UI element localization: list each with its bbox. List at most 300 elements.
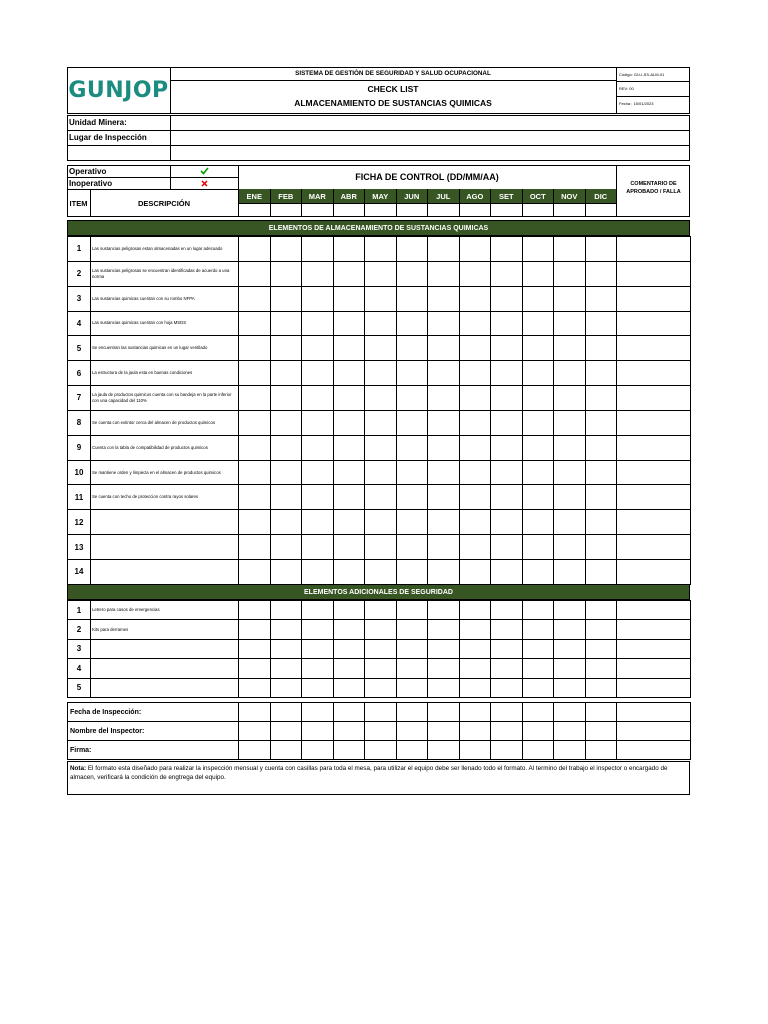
month-check-cell[interactable] — [428, 559, 460, 584]
month-check-cell[interactable] — [522, 261, 554, 286]
month-check-cell[interactable] — [554, 559, 586, 584]
month-check-cell[interactable] — [428, 659, 460, 678]
month-check-cell[interactable] — [396, 286, 428, 311]
month-check-cell[interactable] — [333, 639, 365, 658]
month-check-cell[interactable] — [270, 261, 302, 286]
month-check-cell[interactable] — [491, 659, 523, 678]
month-check-cell[interactable] — [459, 485, 491, 510]
fecha-cell[interactable] — [459, 703, 491, 722]
month-check-cell[interactable] — [459, 261, 491, 286]
comment-cell[interactable] — [617, 639, 691, 658]
comment-cell[interactable] — [617, 678, 691, 697]
month-check-cell[interactable] — [491, 460, 523, 485]
month-check-cell[interactable] — [270, 535, 302, 560]
month-check-cell[interactable] — [270, 460, 302, 485]
month-check-cell[interactable] — [585, 620, 617, 639]
month-check-cell[interactable] — [365, 261, 397, 286]
comment-cell[interactable] — [617, 460, 691, 485]
month-check-cell[interactable] — [302, 601, 334, 620]
month-check-cell[interactable] — [491, 361, 523, 386]
month-check-cell[interactable] — [459, 237, 491, 262]
month-check-cell[interactable] — [333, 485, 365, 510]
month-check-cell[interactable] — [396, 559, 428, 584]
month-check-cell[interactable] — [365, 639, 397, 658]
nombre-cell[interactable] — [396, 722, 428, 741]
month-check-cell[interactable] — [585, 336, 617, 361]
month-check-cell[interactable] — [239, 361, 271, 386]
month-check-cell[interactable] — [396, 460, 428, 485]
month-check-cell[interactable] — [522, 237, 554, 262]
month-check-cell[interactable] — [491, 410, 523, 435]
month-check-cell[interactable] — [365, 601, 397, 620]
month-check-cell[interactable] — [270, 410, 302, 435]
comment-cell[interactable] — [617, 410, 691, 435]
firma-cell[interactable] — [428, 741, 460, 760]
month-check-cell[interactable] — [396, 311, 428, 336]
fecha-cell[interactable] — [239, 703, 271, 722]
month-check-cell[interactable] — [239, 659, 271, 678]
month-check-cell[interactable] — [585, 361, 617, 386]
firma-cell[interactable] — [617, 741, 691, 760]
month-check-cell[interactable] — [491, 559, 523, 584]
month-check-cell[interactable] — [585, 659, 617, 678]
month-check-cell[interactable] — [522, 510, 554, 535]
month-check-cell[interactable] — [491, 601, 523, 620]
month-check-cell[interactable] — [270, 286, 302, 311]
month-check-cell[interactable] — [333, 559, 365, 584]
month-check-cell[interactable] — [365, 361, 397, 386]
nombre-cell[interactable] — [270, 722, 302, 741]
month-check-cell[interactable] — [459, 659, 491, 678]
month-check-cell[interactable] — [459, 386, 491, 411]
month-check-cell[interactable] — [428, 639, 460, 658]
nombre-cell[interactable] — [554, 722, 586, 741]
month-check-cell[interactable] — [270, 361, 302, 386]
month-check-cell[interactable] — [239, 386, 271, 411]
month-check-cell[interactable] — [333, 620, 365, 639]
month-check-cell[interactable] — [302, 620, 334, 639]
fecha-cell[interactable] — [585, 703, 617, 722]
month-check-cell[interactable] — [239, 435, 271, 460]
comment-cell[interactable] — [617, 559, 691, 584]
fecha-cell[interactable] — [617, 703, 691, 722]
month-check-cell[interactable] — [459, 510, 491, 535]
month-check-cell[interactable] — [270, 386, 302, 411]
month-check-cell[interactable] — [585, 510, 617, 535]
month-check-cell[interactable] — [396, 678, 428, 697]
month-check-cell[interactable] — [302, 510, 334, 535]
month-check-cell[interactable] — [554, 336, 586, 361]
month-check-cell[interactable] — [522, 361, 554, 386]
month-check-cell[interactable] — [333, 659, 365, 678]
month-check-cell[interactable] — [365, 410, 397, 435]
month-check-cell[interactable] — [270, 435, 302, 460]
month-check-cell[interactable] — [585, 460, 617, 485]
month-check-cell[interactable] — [365, 460, 397, 485]
month-check-cell[interactable] — [428, 601, 460, 620]
month-check-cell[interactable] — [270, 678, 302, 697]
month-check-cell[interactable] — [396, 261, 428, 286]
month-date-cell[interactable] — [301, 203, 333, 217]
month-check-cell[interactable] — [522, 678, 554, 697]
month-check-cell[interactable] — [554, 620, 586, 639]
nombre-cell[interactable] — [459, 722, 491, 741]
nombre-cell[interactable] — [491, 722, 523, 741]
month-check-cell[interactable] — [585, 601, 617, 620]
month-check-cell[interactable] — [333, 237, 365, 262]
month-check-cell[interactable] — [302, 678, 334, 697]
month-check-cell[interactable] — [522, 286, 554, 311]
month-check-cell[interactable] — [239, 559, 271, 584]
month-check-cell[interactable] — [554, 639, 586, 658]
month-check-cell[interactable] — [428, 410, 460, 435]
unidad-minera-field[interactable] — [171, 116, 689, 130]
month-check-cell[interactable] — [428, 386, 460, 411]
month-check-cell[interactable] — [239, 261, 271, 286]
firma-cell[interactable] — [585, 741, 617, 760]
month-check-cell[interactable] — [585, 435, 617, 460]
month-check-cell[interactable] — [365, 620, 397, 639]
month-check-cell[interactable] — [302, 460, 334, 485]
fecha-cell[interactable] — [522, 703, 554, 722]
month-check-cell[interactable] — [428, 336, 460, 361]
month-check-cell[interactable] — [396, 535, 428, 560]
month-check-cell[interactable] — [396, 510, 428, 535]
month-check-cell[interactable] — [239, 510, 271, 535]
comment-cell[interactable] — [617, 535, 691, 560]
comment-cell[interactable] — [617, 435, 691, 460]
month-check-cell[interactable] — [396, 659, 428, 678]
month-check-cell[interactable] — [270, 559, 302, 584]
month-check-cell[interactable] — [585, 410, 617, 435]
month-check-cell[interactable] — [459, 311, 491, 336]
month-check-cell[interactable] — [365, 659, 397, 678]
month-check-cell[interactable] — [428, 435, 460, 460]
fecha-cell[interactable] — [333, 703, 365, 722]
nombre-cell[interactable] — [365, 722, 397, 741]
month-check-cell[interactable] — [239, 678, 271, 697]
fecha-cell[interactable] — [554, 703, 586, 722]
firma-cell[interactable] — [396, 741, 428, 760]
month-check-cell[interactable] — [585, 485, 617, 510]
month-check-cell[interactable] — [554, 435, 586, 460]
month-check-cell[interactable] — [365, 386, 397, 411]
month-check-cell[interactable] — [302, 659, 334, 678]
month-check-cell[interactable] — [239, 639, 271, 658]
month-check-cell[interactable] — [239, 336, 271, 361]
month-check-cell[interactable] — [491, 286, 523, 311]
month-check-cell[interactable] — [333, 361, 365, 386]
month-check-cell[interactable] — [491, 620, 523, 639]
month-check-cell[interactable] — [491, 435, 523, 460]
month-check-cell[interactable] — [585, 311, 617, 336]
month-check-cell[interactable] — [365, 535, 397, 560]
month-check-cell[interactable] — [396, 435, 428, 460]
month-check-cell[interactable] — [428, 460, 460, 485]
month-check-cell[interactable] — [491, 336, 523, 361]
month-check-cell[interactable] — [491, 535, 523, 560]
month-check-cell[interactable] — [333, 261, 365, 286]
month-date-cell[interactable] — [333, 203, 365, 217]
month-check-cell[interactable] — [554, 678, 586, 697]
month-check-cell[interactable] — [333, 336, 365, 361]
comment-cell[interactable] — [617, 620, 691, 639]
nombre-cell[interactable] — [585, 722, 617, 741]
month-check-cell[interactable] — [428, 237, 460, 262]
month-check-cell[interactable] — [585, 639, 617, 658]
comment-cell[interactable] — [617, 237, 691, 262]
month-check-cell[interactable] — [585, 386, 617, 411]
month-check-cell[interactable] — [522, 659, 554, 678]
month-check-cell[interactable] — [491, 311, 523, 336]
month-check-cell[interactable] — [459, 601, 491, 620]
lugar-inspeccion-field[interactable] — [171, 131, 689, 145]
month-check-cell[interactable] — [554, 286, 586, 311]
month-check-cell[interactable] — [239, 311, 271, 336]
month-check-cell[interactable] — [365, 286, 397, 311]
month-check-cell[interactable] — [459, 559, 491, 584]
month-check-cell[interactable] — [302, 639, 334, 658]
month-date-cell[interactable] — [585, 203, 617, 217]
month-check-cell[interactable] — [302, 410, 334, 435]
month-check-cell[interactable] — [428, 286, 460, 311]
month-check-cell[interactable] — [522, 559, 554, 584]
month-check-cell[interactable] — [459, 435, 491, 460]
month-check-cell[interactable] — [333, 535, 365, 560]
month-check-cell[interactable] — [554, 261, 586, 286]
month-check-cell[interactable] — [554, 510, 586, 535]
month-date-cell[interactable] — [270, 203, 302, 217]
month-check-cell[interactable] — [428, 678, 460, 697]
month-check-cell[interactable] — [396, 361, 428, 386]
month-check-cell[interactable] — [302, 336, 334, 361]
month-check-cell[interactable] — [396, 386, 428, 411]
firma-cell[interactable] — [554, 741, 586, 760]
month-date-cell[interactable] — [459, 203, 491, 217]
month-check-cell[interactable] — [270, 485, 302, 510]
month-check-cell[interactable] — [585, 286, 617, 311]
month-check-cell[interactable] — [428, 510, 460, 535]
month-check-cell[interactable] — [554, 361, 586, 386]
month-check-cell[interactable] — [554, 386, 586, 411]
month-check-cell[interactable] — [270, 639, 302, 658]
comment-cell[interactable] — [617, 510, 691, 535]
comment-cell[interactable] — [617, 386, 691, 411]
nombre-cell[interactable] — [239, 722, 271, 741]
month-check-cell[interactable] — [522, 435, 554, 460]
month-check-cell[interactable] — [554, 237, 586, 262]
month-check-cell[interactable] — [302, 361, 334, 386]
month-check-cell[interactable] — [365, 311, 397, 336]
month-check-cell[interactable] — [302, 311, 334, 336]
month-check-cell[interactable] — [333, 435, 365, 460]
month-check-cell[interactable] — [396, 601, 428, 620]
month-date-cell[interactable] — [364, 203, 396, 217]
month-check-cell[interactable] — [491, 261, 523, 286]
month-check-cell[interactable] — [270, 237, 302, 262]
month-check-cell[interactable] — [522, 535, 554, 560]
month-check-cell[interactable] — [522, 601, 554, 620]
month-check-cell[interactable] — [365, 435, 397, 460]
month-check-cell[interactable] — [554, 311, 586, 336]
month-check-cell[interactable] — [396, 620, 428, 639]
month-check-cell[interactable] — [302, 286, 334, 311]
month-check-cell[interactable] — [333, 286, 365, 311]
month-check-cell[interactable] — [333, 460, 365, 485]
month-check-cell[interactable] — [239, 601, 271, 620]
month-check-cell[interactable] — [491, 510, 523, 535]
month-check-cell[interactable] — [522, 386, 554, 411]
month-check-cell[interactable] — [491, 386, 523, 411]
month-check-cell[interactable] — [396, 639, 428, 658]
month-check-cell[interactable] — [522, 620, 554, 639]
fecha-cell[interactable] — [302, 703, 334, 722]
month-check-cell[interactable] — [270, 336, 302, 361]
month-check-cell[interactable] — [302, 559, 334, 584]
firma-cell[interactable] — [333, 741, 365, 760]
month-check-cell[interactable] — [239, 460, 271, 485]
month-check-cell[interactable] — [396, 410, 428, 435]
month-check-cell[interactable] — [459, 460, 491, 485]
month-check-cell[interactable] — [522, 336, 554, 361]
comment-cell[interactable] — [617, 485, 691, 510]
month-date-cell[interactable] — [427, 203, 459, 217]
month-check-cell[interactable] — [239, 620, 271, 639]
month-date-cell[interactable] — [490, 203, 522, 217]
month-check-cell[interactable] — [333, 601, 365, 620]
month-check-cell[interactable] — [459, 361, 491, 386]
month-check-cell[interactable] — [239, 286, 271, 311]
firma-cell[interactable] — [239, 741, 271, 760]
month-check-cell[interactable] — [239, 535, 271, 560]
nombre-cell[interactable] — [333, 722, 365, 741]
fecha-cell[interactable] — [396, 703, 428, 722]
month-check-cell[interactable] — [428, 361, 460, 386]
month-check-cell[interactable] — [491, 678, 523, 697]
month-check-cell[interactable] — [554, 659, 586, 678]
firma-cell[interactable] — [270, 741, 302, 760]
month-check-cell[interactable] — [491, 639, 523, 658]
month-check-cell[interactable] — [459, 286, 491, 311]
month-check-cell[interactable] — [522, 410, 554, 435]
month-check-cell[interactable] — [333, 510, 365, 535]
month-check-cell[interactable] — [302, 485, 334, 510]
month-check-cell[interactable] — [585, 535, 617, 560]
fecha-cell[interactable] — [365, 703, 397, 722]
firma-cell[interactable] — [365, 741, 397, 760]
month-check-cell[interactable] — [365, 336, 397, 361]
month-check-cell[interactable] — [522, 485, 554, 510]
month-check-cell[interactable] — [585, 261, 617, 286]
month-check-cell[interactable] — [365, 485, 397, 510]
month-check-cell[interactable] — [333, 386, 365, 411]
month-check-cell[interactable] — [270, 311, 302, 336]
comment-cell[interactable] — [617, 336, 691, 361]
month-check-cell[interactable] — [554, 535, 586, 560]
month-check-cell[interactable] — [428, 535, 460, 560]
month-check-cell[interactable] — [302, 435, 334, 460]
month-check-cell[interactable] — [270, 601, 302, 620]
month-check-cell[interactable] — [428, 311, 460, 336]
nombre-cell[interactable] — [428, 722, 460, 741]
month-check-cell[interactable] — [459, 336, 491, 361]
month-check-cell[interactable] — [365, 678, 397, 697]
month-check-cell[interactable] — [428, 261, 460, 286]
month-date-cell[interactable] — [238, 203, 270, 217]
month-check-cell[interactable] — [270, 659, 302, 678]
month-check-cell[interactable] — [333, 678, 365, 697]
month-check-cell[interactable] — [302, 535, 334, 560]
month-check-cell[interactable] — [554, 460, 586, 485]
month-check-cell[interactable] — [459, 410, 491, 435]
month-check-cell[interactable] — [270, 510, 302, 535]
month-check-cell[interactable] — [459, 639, 491, 658]
month-check-cell[interactable] — [428, 485, 460, 510]
month-check-cell[interactable] — [396, 336, 428, 361]
month-check-cell[interactable] — [585, 678, 617, 697]
month-check-cell[interactable] — [491, 485, 523, 510]
comment-cell[interactable] — [617, 311, 691, 336]
comment-cell[interactable] — [617, 601, 691, 620]
month-check-cell[interactable] — [459, 535, 491, 560]
month-check-cell[interactable] — [302, 261, 334, 286]
fecha-cell[interactable] — [428, 703, 460, 722]
comment-cell[interactable] — [617, 261, 691, 286]
month-check-cell[interactable] — [333, 410, 365, 435]
month-check-cell[interactable] — [522, 460, 554, 485]
month-check-cell[interactable] — [459, 620, 491, 639]
month-check-cell[interactable] — [491, 237, 523, 262]
month-check-cell[interactable] — [396, 237, 428, 262]
month-date-cell[interactable] — [553, 203, 585, 217]
month-date-cell[interactable] — [522, 203, 554, 217]
month-check-cell[interactable] — [396, 485, 428, 510]
month-check-cell[interactable] — [365, 237, 397, 262]
month-check-cell[interactable] — [522, 311, 554, 336]
firma-cell[interactable] — [459, 741, 491, 760]
nombre-cell[interactable] — [617, 722, 691, 741]
month-check-cell[interactable] — [270, 620, 302, 639]
month-check-cell[interactable] — [302, 386, 334, 411]
nombre-cell[interactable] — [302, 722, 334, 741]
month-date-cell[interactable] — [396, 203, 428, 217]
comment-cell[interactable] — [617, 659, 691, 678]
fecha-cell[interactable] — [491, 703, 523, 722]
month-check-cell[interactable] — [554, 601, 586, 620]
month-check-cell[interactable] — [333, 311, 365, 336]
month-check-cell[interactable] — [459, 678, 491, 697]
month-check-cell[interactable] — [302, 237, 334, 262]
fecha-cell[interactable] — [270, 703, 302, 722]
comment-cell[interactable] — [617, 361, 691, 386]
nombre-cell[interactable] — [522, 722, 554, 741]
month-check-cell[interactable] — [239, 237, 271, 262]
firma-cell[interactable] — [302, 741, 334, 760]
month-check-cell[interactable] — [239, 485, 271, 510]
month-check-cell[interactable] — [365, 559, 397, 584]
comment-cell[interactable] — [617, 286, 691, 311]
firma-cell[interactable] — [491, 741, 523, 760]
month-check-cell[interactable] — [554, 410, 586, 435]
month-check-cell[interactable] — [585, 559, 617, 584]
month-check-cell[interactable] — [522, 639, 554, 658]
month-check-cell[interactable] — [365, 510, 397, 535]
month-check-cell[interactable] — [428, 620, 460, 639]
firma-cell[interactable] — [522, 741, 554, 760]
month-check-cell[interactable] — [239, 410, 271, 435]
month-check-cell[interactable] — [585, 237, 617, 262]
month-check-cell[interactable] — [554, 485, 586, 510]
